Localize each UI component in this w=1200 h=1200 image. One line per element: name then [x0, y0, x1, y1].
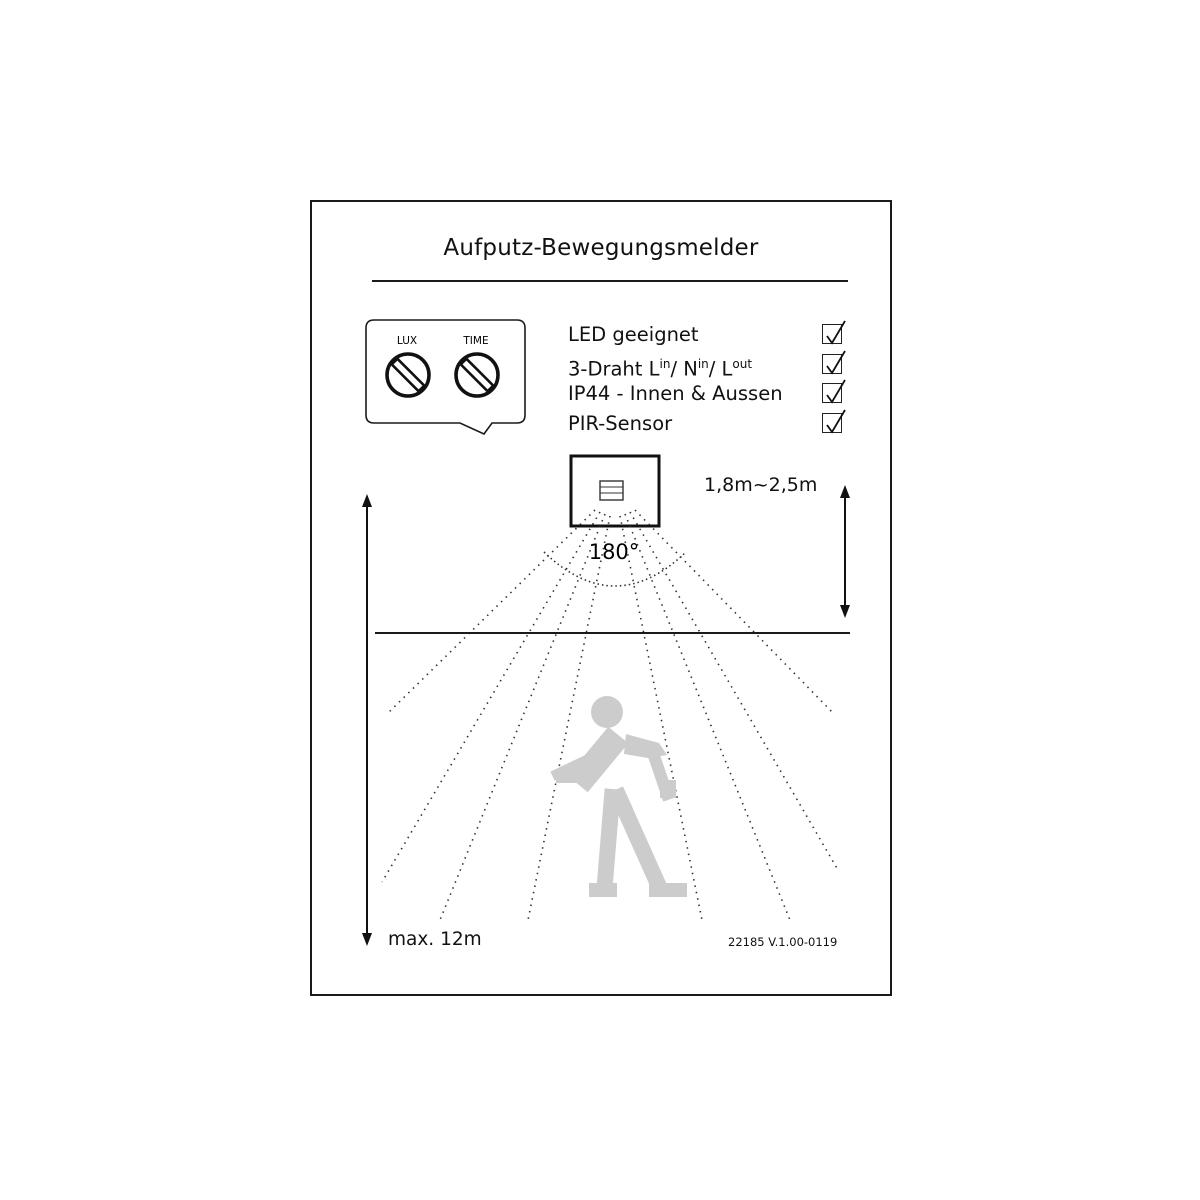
feature-label: LED geeignet — [568, 323, 699, 346]
feature-led — [568, 320, 848, 350]
range-label: max. 12m — [388, 929, 482, 950]
feature-label-part: / N — [670, 357, 698, 380]
feature-list — [568, 320, 848, 438]
checkbox-checked-icon — [822, 354, 842, 374]
checkbox-checked-icon — [822, 413, 842, 433]
time-label: TIME — [463, 335, 489, 347]
time-dial-icon — [456, 354, 498, 396]
feature-label: PIR-Sensor — [568, 411, 673, 435]
angle-label: 180° — [588, 540, 640, 564]
feature-ip44 — [568, 379, 848, 409]
sensor-icon — [571, 456, 659, 526]
range-arrow — [362, 494, 372, 946]
walking-person-icon — [556, 696, 687, 897]
feature-sup: out — [732, 356, 753, 371]
checkbox-checked-icon — [822, 383, 842, 403]
instruction-card — [310, 200, 892, 996]
feature-label-part: / L — [708, 357, 733, 380]
feature-sup: in — [697, 356, 709, 371]
height-arrow — [840, 485, 850, 618]
page-title: Aufputz-Bewegungsmelder — [443, 235, 759, 261]
lux-label: LUX — [396, 335, 418, 347]
checkbox-checked-icon — [822, 324, 842, 344]
feature-pir — [568, 409, 848, 439]
document-code: 22185 V.1.00-0119 — [728, 935, 838, 949]
mounting-height-label: 1,8m~2,5m — [704, 474, 818, 496]
lux-dial-icon — [387, 354, 429, 396]
feature-wiring — [568, 350, 848, 380]
feature-label-part: 3-Draht L — [568, 357, 660, 380]
feature-sup: in — [659, 356, 671, 371]
feature-label: IP44 - Innen & Aussen — [568, 382, 783, 405]
